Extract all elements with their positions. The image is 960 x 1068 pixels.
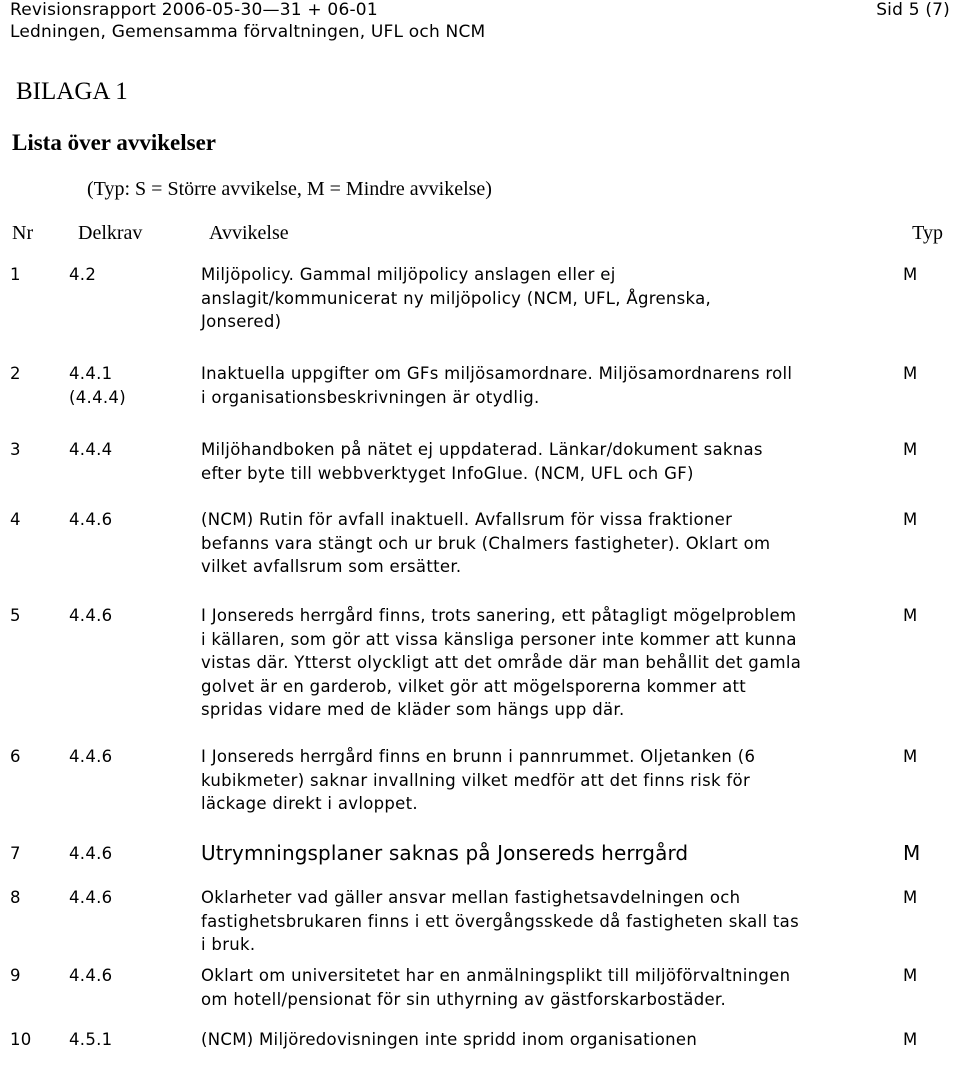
row-type: M <box>903 265 918 284</box>
column-header-typ: Typ <box>912 222 943 244</box>
row-type: M <box>903 606 918 625</box>
deviation-line: vistas där. Ytterst olyckligt att det område där man behållit det gamla <box>201 653 802 672</box>
row-number: 8 <box>10 888 21 907</box>
deviation-line: Jonsered) <box>201 312 282 331</box>
deviation-line: Oklarheter vad gäller ansvar mellan fastighetsavdelningen och <box>201 888 741 907</box>
row-type: M <box>903 1030 918 1049</box>
deviation-line: vilket avfallsrum som ersätter. <box>201 557 462 576</box>
row-requirement: 4.4.4 <box>69 440 113 459</box>
deviation-line: Utrymningsplaner saknas på Jonsereds herrgård <box>201 841 689 865</box>
row-deviation <box>201 263 881 334</box>
row-type: M <box>903 841 921 865</box>
page-number: Sid 5 (7) <box>876 0 950 20</box>
deviation-line: golvet är en garderob, vilket gör att mögelsporerna kommer att <box>201 676 747 696</box>
column-header-nr: Nr <box>12 222 34 244</box>
row-number: 4 <box>10 510 21 529</box>
page-title: Lista över avvikelser <box>12 130 216 155</box>
deviation-line: kubikmeter) saknar invallning vilket medför att det finns risk för <box>201 770 751 790</box>
row-deviation <box>201 604 881 722</box>
appendix-heading: BILAGA 1 <box>16 78 128 105</box>
row-deviation <box>201 1028 881 1052</box>
report-header-subtitle: Ledningen, Gemensamma förvaltningen, UFL och NCM <box>10 22 486 42</box>
row-type: M <box>903 440 918 459</box>
row-number: 5 <box>10 606 21 625</box>
column-header-avvikelse: Avvikelse <box>209 222 289 244</box>
row-requirement: 4.5.1 <box>69 1030 113 1049</box>
deviation-line: Miljöhandboken på nätet ej uppdaterad. Länkar/dokument saknas <box>201 440 763 459</box>
row-number: 7 <box>10 844 21 863</box>
deviation-line: (NCM) Rutin för avfall inaktuell. Avfallsrum för vissa fraktioner <box>201 510 733 529</box>
deviation-line: I Jonsereds herrgård finns, trots sanering, ett påtagligt mögelproblem <box>201 606 797 625</box>
row-number: 1 <box>10 265 21 284</box>
row-deviation <box>201 842 881 866</box>
row-type: M <box>903 747 918 766</box>
type-legend: (Typ: S = Större avvikelse, M = Mindre avvikelse) <box>87 178 492 200</box>
row-requirement: 4.4.6 <box>69 966 113 985</box>
deviation-line: spridas vidare med de kläder som hängs upp där. <box>201 700 625 719</box>
deviation-line: läckage direkt i avloppet. <box>201 794 418 813</box>
row-requirement: 4.4.6 <box>69 747 113 766</box>
row-number: 3 <box>10 440 21 459</box>
column-header-delkrav: Delkrav <box>78 222 143 244</box>
row-deviation <box>201 508 881 579</box>
row-requirement-secondary: (4.4.4) <box>69 387 126 407</box>
deviation-line: i organisationsbeskrivningen är otydlig. <box>201 387 540 407</box>
row-number: 9 <box>10 966 21 985</box>
row-type: M <box>903 510 918 529</box>
deviation-line: Inaktuella uppgifter om GFs miljösamordnare. Miljösamordnarens roll <box>201 364 793 383</box>
deviation-line: (NCM) Miljöredovisningen inte spridd inom organisationen <box>201 1030 698 1049</box>
deviation-line: befanns vara stängt och ur bruk (Chalmers fastigheter). Oklart om <box>201 533 771 553</box>
row-deviation <box>201 438 881 485</box>
deviation-line: om hotell/pensionat för sin uthyrning av gästforskarbostäder. <box>201 989 727 1009</box>
row-type: M <box>903 966 918 985</box>
row-number: 6 <box>10 747 21 766</box>
row-requirement: 4.4.1 <box>69 364 113 383</box>
deviation-line: efter byte till webbverktyget InfoGlue. (NCM, UFL och GF) <box>201 463 694 483</box>
row-requirement: 4.2 <box>69 265 97 284</box>
deviation-line: i källaren, som gör att vissa känsliga personer inte kommer att kunna <box>201 629 797 649</box>
row-requirement: 4.4.6 <box>69 606 113 625</box>
deviation-line: anslagit/kommunicerat ny miljöpolicy (NCM, UFL, Ågrenska, <box>201 288 712 308</box>
row-type: M <box>903 364 918 383</box>
deviation-line: Miljöpolicy. Gammal miljöpolicy anslagen eller ej <box>201 265 616 284</box>
deviation-line: I Jonsereds herrgård finns en brunn i pannrummet. Oljetanken (6 <box>201 747 756 766</box>
row-requirement: 4.4.6 <box>69 510 113 529</box>
deviation-line: Oklart om universitetet har en anmälningsplikt till miljöförvaltningen <box>201 966 791 985</box>
deviation-line: i bruk. <box>201 935 256 954</box>
row-deviation <box>201 362 881 409</box>
row-requirement: 4.4.6 <box>69 844 113 863</box>
row-number: 2 <box>10 364 21 383</box>
row-deviation <box>201 964 881 1011</box>
row-requirement: 4.4.6 <box>69 888 113 907</box>
row-type: M <box>903 888 918 907</box>
report-header-title: Revisionsrapport 2006-05-30—31 + 06-01 <box>10 0 378 20</box>
row-deviation <box>201 886 881 957</box>
row-number: 10 <box>10 1030 32 1049</box>
deviation-line: fastighetsbrukaren finns i ett övergångsskede då fastigheten skall tas <box>201 911 799 931</box>
row-deviation <box>201 745 881 816</box>
